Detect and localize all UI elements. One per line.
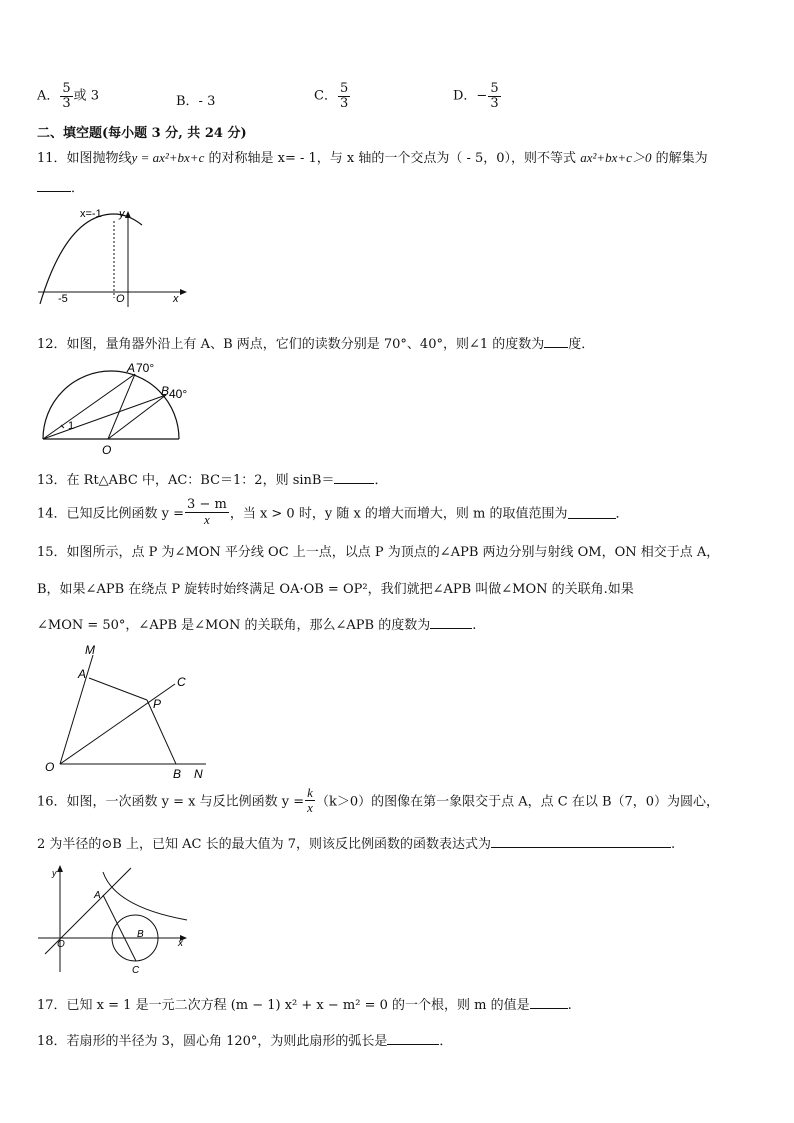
question-17: 17．已知 x = 1 是一元二次方程 (m − 1) x² + x − m² = 0 的一个根，则 m 的值是 . [37, 998, 572, 1013]
svg-text:O: O [57, 939, 65, 950]
section-title: 二、填空题(每小题 3 分, 共 24 分) [37, 126, 247, 141]
answer-blank [37, 179, 71, 192]
svg-text:A: A [127, 361, 136, 375]
svg-text:1: 1 [68, 420, 75, 432]
svg-text:x: x [173, 293, 179, 305]
question-13: 13．在 Rt△ABC 中，AC：BC＝1：2，则 sinB＝ ． [37, 473, 388, 488]
question-12: 12．如图，量角器外沿上有 A、B 两点，它们的读数分别是 70°、40°，则∠1 的度数为 度． [37, 337, 595, 352]
parabola-figure [30, 203, 200, 308]
svg-text:70°: 70° [136, 361, 155, 375]
svg-text:N: N [194, 767, 203, 781]
question-16-line-1: 16．如图，一次函数 y = x 与反比例函数 y = $\frac{k}{x}$ （k＞0）的图像在第一象限交于点 A，点 C 在以 B（7，0）为圆心， [37, 785, 720, 815]
svg-text:P: P [153, 697, 162, 711]
option-a-fraction: $\frac{5}{3}$ [62, 81, 71, 111]
question-15-line-3: ∠MON = 50°，∠APB 是∠MON 的关联角，那么∠APB 的度数为 . [37, 618, 477, 633]
option-a-suffix: 或 3 [73, 88, 100, 104]
svg-text:B: B [173, 767, 182, 781]
svg-text:A: A [78, 667, 87, 681]
question-11: 11．如图抛物线y = ax²+bx+c 的对称轴是 x= - 1，与 x 轴的一个交点为（ - 5，0），则不等式 ax²+bx+c＞0 的解集为 [37, 150, 708, 166]
option-a [37, 82, 99, 110]
question-11-answer-line: ． [37, 177, 84, 196]
svg-text:C: C [132, 965, 140, 976]
question-16-line-2: 2 为半径的⊙B 上，已知 AC 长的最大值为 7，则该反比例函数的函数表达式为 . [37, 837, 676, 852]
option-d: D．− $\frac{5}{3}$ [453, 81, 499, 111]
question-14: 14．已知反比例函数 y = $\frac{3 - m}{x}$ ，当 x > 0 时，y 随 x 的增大而增大，则 m 的取值范围为 ． [37, 497, 629, 527]
axis-label: x=-1 [80, 208, 102, 220]
svg-text:B: B [137, 929, 144, 940]
svg-text:40°: 40° [169, 387, 188, 401]
question-15-line-1: 15．如图所示，点 P 为∠MON 平分线 OC 上一点，以点 P 为顶点的∠APB 两边分别与射线 OM，ON 相交于点 A， [37, 545, 720, 560]
option-a-label: A． [37, 88, 60, 104]
option-b: B．- 3 [176, 94, 216, 109]
svg-text:O: O [102, 443, 112, 457]
svg-text:C: C [177, 675, 186, 689]
svg-text:x: x [178, 938, 183, 949]
svg-text:A: A [94, 890, 101, 901]
question-15-line-2: B，如果∠APB 在绕点 P 旋转时始终满足 OA·OB = OP²，我们就把∠APB 叫做∠MON 的关联角.如果 [37, 582, 634, 597]
svg-text:y: y [52, 868, 57, 878]
protractor-figure [38, 355, 198, 455]
svg-text:O: O [45, 760, 55, 774]
question-18: 18．若扇形的半径为 3，圆心角 120°，为则此扇形的弧长是 ． [37, 1034, 453, 1049]
svg-text:B: B [161, 384, 170, 398]
option-c: C． $\frac{5}{3}$ [314, 81, 349, 111]
svg-text:M: M [85, 643, 95, 657]
svg-text:-5: -5 [58, 293, 68, 305]
svg-text:y: y [119, 208, 125, 220]
function-figure [35, 862, 195, 974]
angle-figure [40, 640, 220, 780]
svg-text:O: O [116, 293, 125, 305]
